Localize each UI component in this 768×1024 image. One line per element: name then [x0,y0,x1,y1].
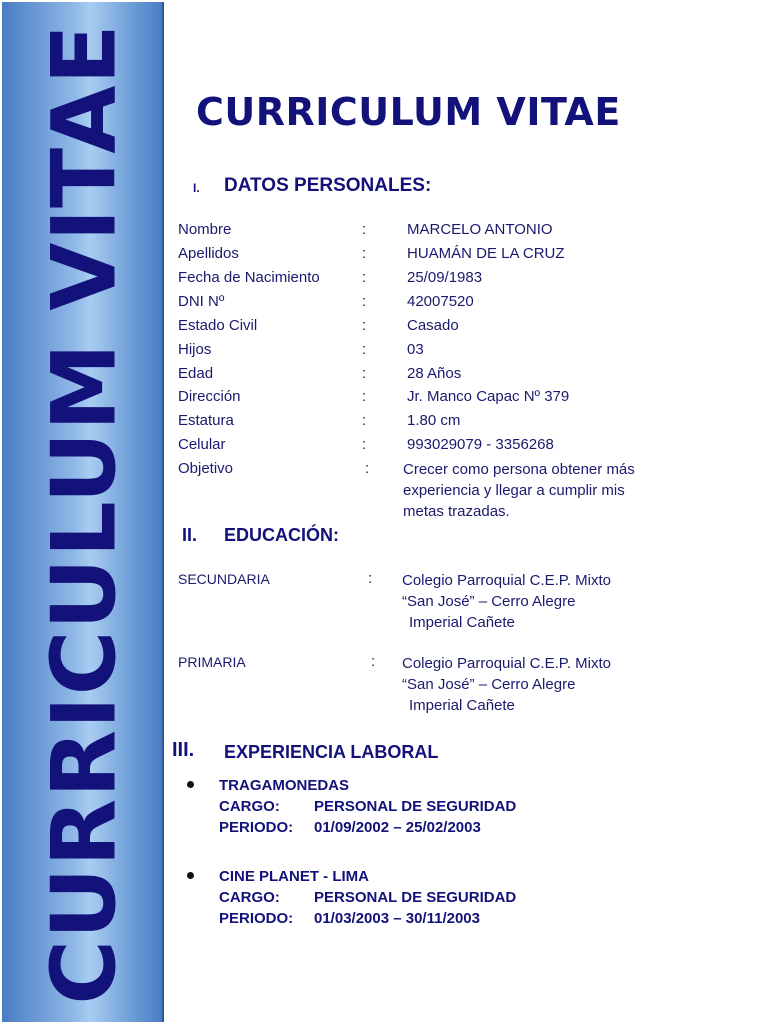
education-school [402,570,658,633]
objective-text [403,459,659,522]
work-cargo-line [219,887,517,908]
row-colon: : [362,388,367,405]
work-periodo-line [219,908,480,929]
row-value: 993029079 - 3356268 [407,436,554,453]
objective-label: Objetivo [178,460,234,477]
school-line: Imperial Cañete [409,614,515,631]
row-label: Estado Civil [178,317,258,334]
row-value: Casado [407,317,459,334]
row-colon: : [362,317,367,334]
periodo-label: PERIODO: [219,910,294,927]
row-label: Hijos [178,341,212,358]
sidebar-banner [2,2,164,1022]
row-value: 03 [407,341,424,358]
row-colon: : [362,245,367,262]
row-label: Apellidos [178,245,239,262]
objective-line: Crecer como persona obtener más [403,461,635,478]
row-colon: : [362,412,367,429]
periodo-value: 01/09/2002 – 25/02/2003 [314,819,481,836]
bullet-icon [187,872,194,879]
cargo-value: PERSONAL DE SEGURIDAD [314,798,517,815]
section-heading-personal: DATOS PERSONALES: [224,175,432,196]
periodo-value: 01/03/2003 – 30/11/2003 [314,910,480,927]
work-cargo-line [219,796,517,817]
education-level: SECUNDARIA [178,571,270,587]
row-value: MARCELO ANTONIO [407,221,553,238]
periodo-label: PERIODO: [219,819,294,836]
row-value: 42007520 [407,293,474,310]
page-title: CURRICULUM VITAE [196,90,621,134]
row-colon: : [362,293,367,310]
row-label: DNI Nº [178,293,225,310]
row-label: Nombre [178,221,232,238]
education-colon: : [368,570,373,587]
school-line: “San José” – Cerro Alegre [402,676,576,693]
section-number-personal: I. [193,181,200,195]
row-colon: : [362,365,367,382]
education-level: PRIMARIA [178,654,246,670]
work-entry [219,866,517,929]
sidebar-vertical-title: CURRICULUM VITAE [32,23,136,1005]
school-line: “San José” – Cerro Alegre [402,593,576,610]
row-value: 1.80 cm [407,412,461,429]
row-label: Celular [178,436,226,453]
row-label: Estatura [178,412,234,429]
row-value: 28 Años [407,365,462,382]
row-value: Jr. Manco Capac Nº 379 [407,388,570,405]
work-company: TRAGAMONEDAS [219,777,349,794]
row-value: HUAMÁN DE LA CRUZ [407,245,565,262]
row-colon: : [362,221,367,238]
cargo-label: CARGO: [219,798,280,815]
section-heading-education: EDUCACIÓN: [224,525,339,545]
objective-line: experiencia y llegar a cumplir mis [403,482,625,499]
work-company: CINE PLANET - LIMA [219,868,369,885]
education-school [402,653,658,716]
row-label: Edad [178,365,214,382]
school-line: Colegio Parroquial C.E.P. Mixto [402,655,611,672]
row-label: Fecha de Nacimiento [178,269,320,286]
row-value: 25/09/1983 [407,269,483,286]
cargo-value: PERSONAL DE SEGURIDAD [314,889,517,906]
row-colon: : [362,436,367,453]
school-line: Colegio Parroquial C.E.P. Mixto [402,572,611,589]
row-colon: : [362,341,367,358]
cargo-label: CARGO: [219,889,280,906]
work-periodo-line [219,817,481,838]
row-colon: : [365,460,370,477]
section-number-work: III. [172,739,195,761]
section-number-education: II. [182,525,198,545]
education-colon: : [371,653,376,670]
section-heading-work: EXPERIENCIA LABORAL [224,742,439,762]
objective-line: metas trazadas. [403,503,510,520]
bullet-icon [187,781,194,788]
work-entry [219,775,517,838]
row-colon: : [362,269,367,286]
school-line: Imperial Cañete [409,697,515,714]
row-label: Dirección [178,388,241,405]
